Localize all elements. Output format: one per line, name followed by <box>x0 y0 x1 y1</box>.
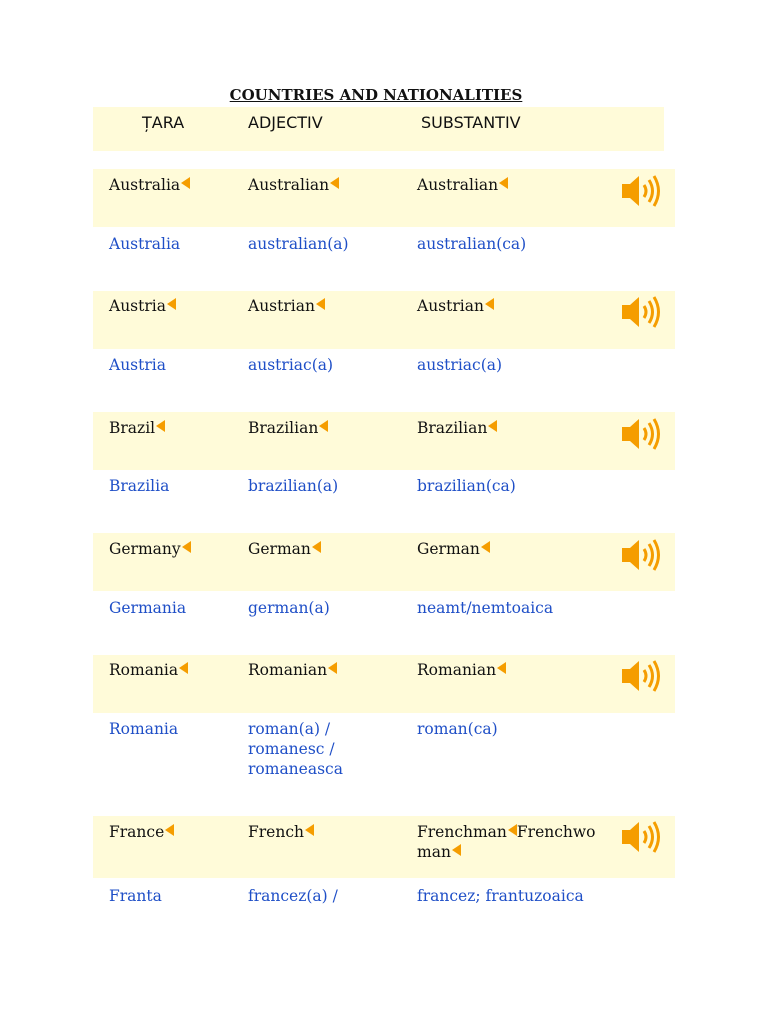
play-triangle-icon[interactable] <box>497 662 506 674</box>
play-triangle-icon[interactable] <box>165 824 174 836</box>
english-adjective: French <box>248 822 314 842</box>
speaker-icon[interactable] <box>620 173 662 209</box>
english-adjective: Austrian <box>248 296 325 316</box>
english-country: Germany <box>109 539 191 559</box>
play-triangle-icon[interactable] <box>485 298 494 310</box>
romanian-noun: roman(ca) <box>417 720 498 738</box>
romanian-adjective: brazilian(a) <box>248 477 339 495</box>
play-triangle-icon[interactable] <box>481 541 490 553</box>
speaker-icon[interactable] <box>620 416 662 452</box>
play-triangle-icon[interactable] <box>488 420 497 432</box>
romanian-country: Franta <box>109 887 162 905</box>
play-triangle-icon[interactable] <box>312 541 321 553</box>
english-noun: Brazilian <box>417 418 497 438</box>
romanian-adjective: australian(a) <box>248 235 349 253</box>
speaker-icon[interactable] <box>620 294 662 330</box>
english-country: France <box>109 822 174 842</box>
speaker-icon[interactable] <box>620 537 662 573</box>
romanian-country: Romania <box>109 720 179 738</box>
english-adjective: Romanian <box>248 660 337 680</box>
play-triangle-icon[interactable] <box>305 824 314 836</box>
english-noun: Frenchman Frenchwoman <box>417 823 596 861</box>
romanian-adjective: austriac(a) <box>248 356 334 374</box>
play-triangle-icon[interactable] <box>319 420 328 432</box>
english-noun: Australian <box>417 175 508 195</box>
romanian-country: Brazilia <box>109 477 170 495</box>
english-country: Austria <box>109 296 176 316</box>
romanian-country: Australia <box>109 235 181 253</box>
english-row <box>93 412 675 470</box>
play-triangle-icon[interactable] <box>499 177 508 189</box>
play-triangle-icon[interactable] <box>156 420 165 432</box>
romanian-noun: brazilian(ca) <box>417 477 516 495</box>
english-noun: Austrian <box>417 296 494 316</box>
romanian-noun: austriac(a) <box>417 356 503 374</box>
play-triangle-icon[interactable] <box>328 662 337 674</box>
play-triangle-icon[interactable] <box>179 662 188 674</box>
romanian-country: Austria <box>109 356 166 374</box>
english-row <box>93 291 675 349</box>
header-substantiv: SUBSTANTIV <box>421 113 521 132</box>
romanian-noun: francez; frantuzoaica <box>417 887 584 905</box>
header-adjectiv: ADJECTIV <box>248 113 323 132</box>
english-country: Brazil <box>109 418 165 438</box>
romanian-noun: neamt/nemtoaica <box>417 599 554 617</box>
header-tara: ȚARA <box>142 113 185 132</box>
play-triangle-icon[interactable] <box>181 177 190 189</box>
play-triangle-icon[interactable] <box>330 177 339 189</box>
english-noun: German <box>417 539 490 559</box>
english-country: Romania <box>109 660 188 680</box>
speaker-icon[interactable] <box>620 819 662 855</box>
page-title: COUNTRIES AND NATIONALITIES <box>229 86 523 104</box>
romanian-noun: australian(ca) <box>417 235 527 253</box>
english-noun: Romanian <box>417 660 506 680</box>
romanian-adjective: roman(a) / romanesc / romaneasca <box>248 720 343 778</box>
speaker-icon[interactable] <box>620 658 662 694</box>
romanian-country: Germania <box>109 599 187 617</box>
play-triangle-icon[interactable] <box>316 298 325 310</box>
play-triangle-icon[interactable] <box>452 844 461 856</box>
romanian-adjective: francez(a) / <box>248 887 338 905</box>
romanian-adjective: german(a) <box>248 599 330 617</box>
english-country: Australia <box>109 175 190 195</box>
english-adjective: Brazilian <box>248 418 328 438</box>
english-adjective: German <box>248 539 321 559</box>
play-triangle-icon[interactable] <box>508 824 517 836</box>
play-triangle-icon[interactable] <box>167 298 176 310</box>
english-adjective: Australian <box>248 175 339 195</box>
play-triangle-icon[interactable] <box>182 541 191 553</box>
